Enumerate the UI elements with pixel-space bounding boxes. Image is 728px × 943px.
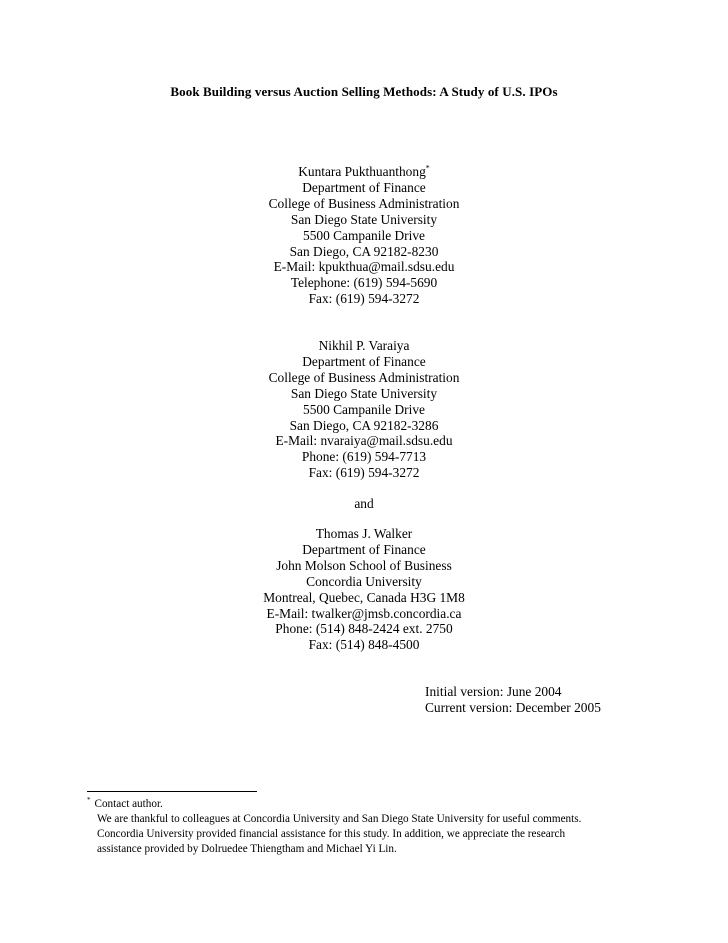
author-fax: Fax: (619) 594-3272 [308,291,420,307]
author-phone: Phone: (619) 594-7713 [301,449,427,465]
version-info [425,684,601,716]
author-block-3 [214,526,514,653]
author-fax: Fax: (619) 594-3272 [308,465,420,481]
author-affiliation-line: Concordia University [306,573,422,589]
author-block-2 [214,338,514,481]
author-conjunction: and [354,496,374,511]
author-phone: Phone: (514) 848-2424 ext. 2750 [275,621,453,637]
author-affiliation-line: San Diego State University [290,385,438,401]
author-name: Nikhil P. Varaiya [318,338,410,353]
author-affiliation-line: John Molson School of Business [276,557,452,573]
footnote-line: Concordia University provided financial assistance for this study. In addition, we appreciate the research [97,828,566,840]
author-address-line: 5500 Campanile Drive [303,401,425,417]
author-name: Kuntara Pukthuanthong* [298,163,430,179]
author-affiliation-line: San Diego State University [290,211,438,227]
author-email: E-Mail: twalker@jmsb.concordia.ca [266,605,462,621]
author-phone: Telephone: (619) 594-5690 [290,275,438,291]
author-address-line: 5500 Campanile Drive [303,227,425,243]
footnote-line: We are thankful to colleagues at Concordia University and San Diego State University for useful comments. [97,813,582,825]
author-fax: Fax: (514) 848-4500 [308,637,420,653]
author-affiliation-line: College of Business Administration [268,369,460,385]
author-affiliation-line: College of Business Administration [268,195,460,211]
author-footnote-marker: * [425,163,430,173]
footnote-marker: * [87,796,91,805]
author-address-line: Montreal, Quebec, Canada H3G 1M8 [263,589,465,605]
footnote-line: * Contact author. [87,796,163,810]
footnote [87,797,647,857]
paper-title: Book Building versus Auction Selling Methods: A Study of U.S. IPOs [170,84,558,99]
author-name: Thomas J. Walker [315,526,413,541]
footnote-separator [87,791,257,792]
current-version: Current version: December 2005 [425,700,601,715]
author-email: E-Mail: kpukthua@mail.sdsu.edu [273,259,455,275]
author-affiliation-line: Department of Finance [302,179,426,195]
author-affiliation-line: Department of Finance [302,541,426,557]
author-affiliation-line: Department of Finance [302,353,426,369]
footnote-line: assistance provided by Dolruedee Thiengtham and Michael Yi Lin. [97,843,397,855]
initial-version: Initial version: June 2004 [425,684,562,699]
author-address-line: San Diego, CA 92182-3286 [289,417,439,433]
author-email: E-Mail: nvaraiya@mail.sdsu.edu [275,433,453,449]
author-block-1 [214,164,514,307]
author-address-line: San Diego, CA 92182-8230 [289,243,439,259]
